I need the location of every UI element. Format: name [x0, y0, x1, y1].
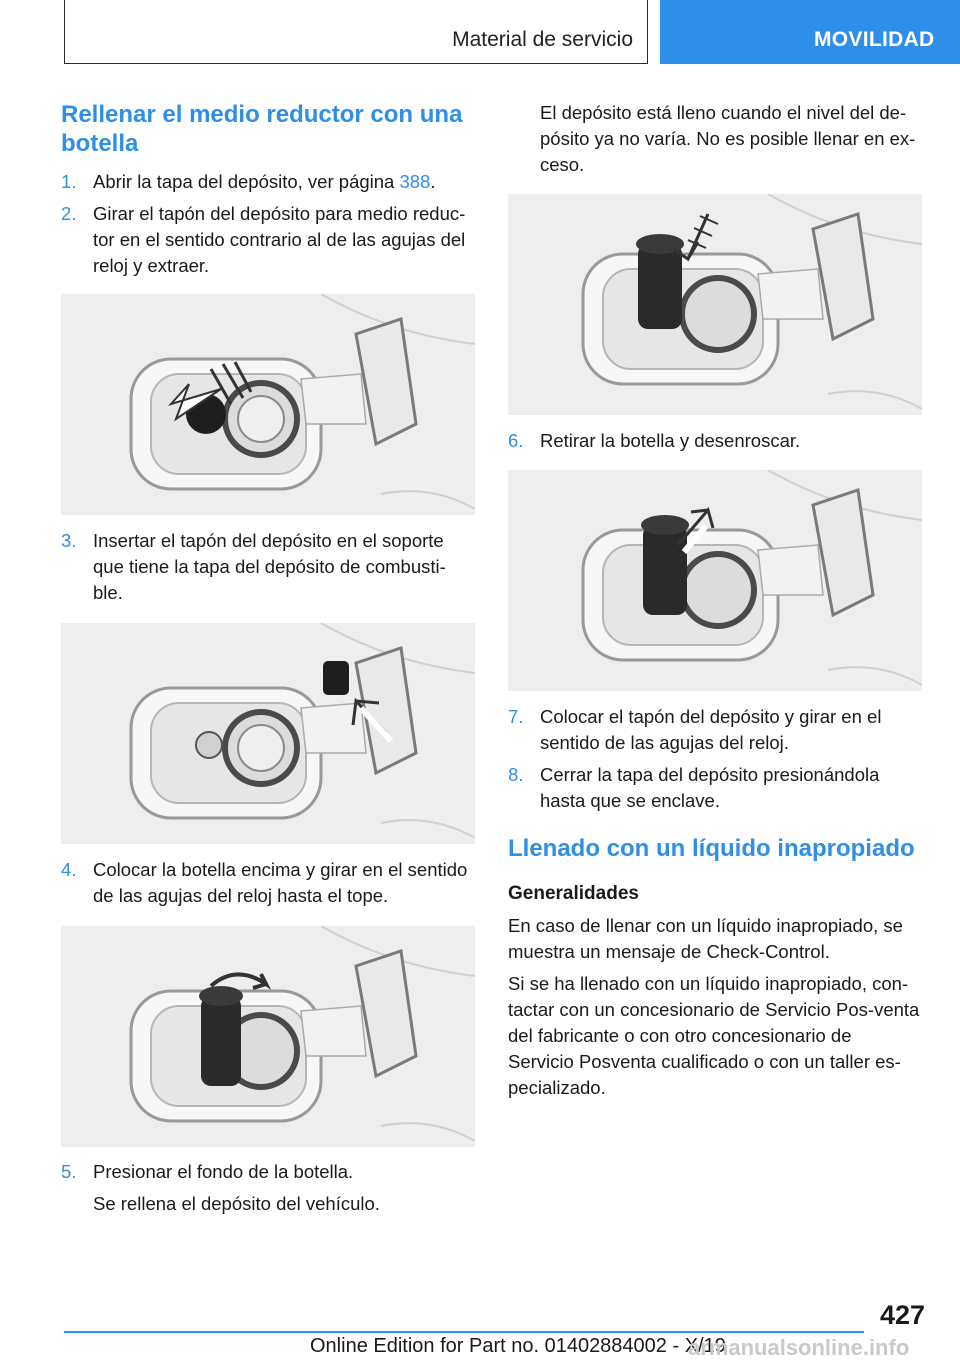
step-text: Colocar la botella encima y girar en el sentido de las agujas del reloj hasta el tope.: [93, 859, 468, 906]
edition-note: Online Edition for Part no. 01402884002 - X/19: [310, 1335, 726, 1357]
fill-status-note: El depósito está lleno cuando el nivel del de-pósito ya no varía. No es posible llenar en ex-ceso.: [540, 102, 916, 175]
step-text: Insertar el tapón del depósito en el soporte que tiene la tapa del depósito de combusti-ble.: [93, 530, 446, 603]
remove-cap-figure: [61, 294, 475, 515]
step-number: 4.: [61, 859, 77, 880]
step-number: 2.: [61, 203, 77, 224]
section-heading-inappropriate-liquid: Llenado con un líquido inapropiado: [508, 835, 915, 862]
paragraph: Si se ha llenado con un líquido inapropiado, con-tactar con un concesionario de Servicio Pos-venta del fabricante o con otro concesionario de Servicio Posventa cualificado o con un taller es-pecializado.: [508, 973, 920, 1098]
page-number: 427: [880, 1300, 926, 1330]
step-text-end: .: [430, 171, 436, 192]
step-text: Girar el tapón del depósito para medio reduc-tor en el sentido contrario al de las agujas del reloj y extraer.: [93, 203, 466, 276]
step-text: Colocar el tapón del depósito y girar en el sentido de las agujas del reloj.: [540, 706, 882, 753]
step-number: 8.: [508, 764, 524, 785]
watermark: armanualsonline.info: [688, 1335, 910, 1360]
step-text: Abrir la tapa del depósito, ver página: [93, 171, 400, 192]
step-note: Se rellena el depósito del vehículo.: [93, 1193, 380, 1214]
step-text: Presionar el fondo de la botella.: [93, 1161, 354, 1182]
page-reference-link[interactable]: 388: [399, 171, 431, 192]
chapter-title: MOVILIDAD: [814, 28, 935, 51]
press-bottle-figure: [508, 194, 922, 415]
step-number: 7.: [508, 706, 524, 727]
step-text: Retirar la botella y desenroscar.: [540, 430, 801, 451]
step-3: [61, 528, 475, 606]
press-arrow-icon: [673, 214, 718, 259]
header-section-tab: [64, 0, 648, 64]
step-number: 1.: [61, 171, 77, 192]
step-7: [508, 704, 922, 756]
header-chapter-tab: [660, 0, 960, 64]
section-heading: Rellenar el medio reductor con una botella: [61, 101, 463, 157]
subsection-heading: Generalidades: [508, 883, 639, 904]
step-number: 6.: [508, 430, 524, 451]
step-number: 3.: [61, 530, 77, 551]
remove-bottle-figure: [508, 470, 922, 691]
cap-in-holder-figure: [61, 623, 475, 844]
step-2: [61, 201, 475, 279]
paragraph: En caso de llenar con un líquido inapropiado, se muestra un mensaje de Check-Control.: [508, 915, 903, 962]
footer-divider: [64, 1331, 864, 1333]
right-column: [508, 100, 922, 1101]
section-title: Material de servicio: [452, 28, 633, 51]
step-4: [61, 857, 475, 909]
step-text: Cerrar la tapa del depósito presionándola hasta que se enclave.: [540, 764, 880, 811]
step-number: 5.: [61, 1161, 77, 1182]
step-8: [508, 762, 922, 814]
step-6: [508, 428, 922, 454]
clockwise-arrow-icon: [211, 974, 266, 988]
step-5: [61, 1159, 475, 1217]
left-column: [61, 100, 475, 1217]
step-1: [61, 169, 475, 195]
screw-bottle-figure: [61, 926, 475, 1147]
